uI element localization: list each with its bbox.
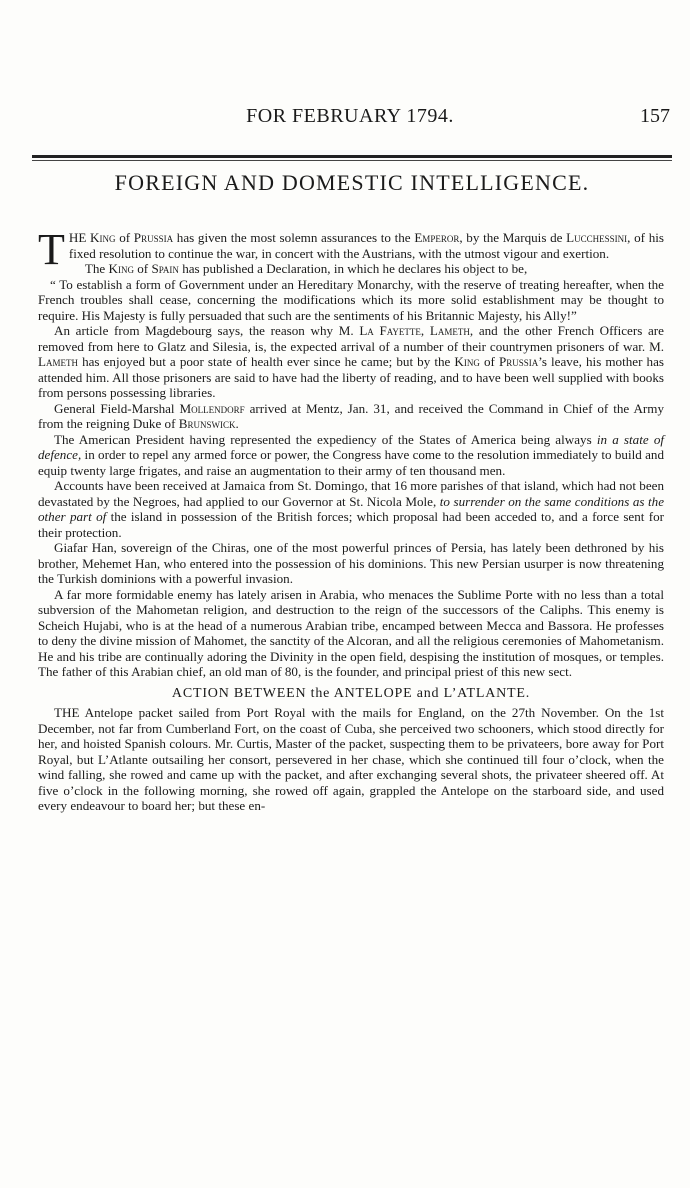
drop-cap: T	[38, 225, 65, 274]
paragraph-jamaica	[38, 478, 664, 540]
text: has given the most solemn assurances to the	[173, 230, 415, 245]
paragraph-arabia: A far more formidable enemy has lately arisen in Arabia, who menaces the Sublime Porte with no less than a total subversion of the Mahometan religion, and destruction to the reign of the successors of the Caliphs. This enemy is Scheich Hujabi, who is at the head of a numerous Arabian tribe, encamped between Mecca and Bassora. He professes to deny the divine mission of Mahomet, the sanctity of the Alcoran, and all the religious ceremonies of Mahometanism. He and his tribe are continually adoring the Divinity in the open field, despising the institution of mosques, or temples. The father of this Arabian chief, an old man of 80, is the founder, and principal priest of this new sect.	[38, 586, 664, 679]
text: the island in possession of the British forces; which proposal had been acceded to, and a force sent for their protection.	[38, 509, 664, 540]
text: Lameth,	[429, 323, 474, 338]
article-body	[38, 225, 665, 814]
text: in a state of defence,	[38, 431, 664, 462]
text: Prussia	[133, 230, 174, 245]
paragraph-quote: “ To establish a form of Government under an Hereditary Monarchy, with the reserve of treating hereafter, when the French troubles shall cease, concerning the modifications which its more solid establishment may be thought to require. His Majesty is fully persuaded that such are the sentiments of his Britannic Majesty, his Ally!”	[38, 276, 664, 323]
text: of his fixed resolution to continue the war, in concert with the Austrians, with the utmost vigour and exertion.	[68, 230, 665, 261]
text: of	[133, 261, 152, 276]
text: The	[84, 261, 109, 276]
text: has published a Declaration, in which he declares his object to be,	[178, 261, 528, 276]
paragraph-magdebourg	[38, 323, 664, 401]
text: HE	[68, 230, 91, 245]
header-rule-thin	[32, 160, 672, 161]
subheading: ACTION BETWEEN the ANTELOPE and L’ATLANTE.	[171, 685, 531, 701]
paragraph-antelope: THE Antelope packet sailed from Port Royal with the mails for England, on the 27th November. On the 1st December, not far from Cumberland Fort, on the coast of Cuba, she perceived two schooners, which stood directly for her, and hoisted Spanish colours. Mr. Curtis, Master of the packet, suspecting them to be privateers, bore away for Port Royal, but L’Atlante outsailing her consort, persevered in her chase, which she continued till four o’clock, when the wind falling, she rowed and came up with the packet, and after exchanging several shots, the privateer sheered off. At five o’clock in the following morning, she rowed off again, grappled the Antelope on the starboard side, and used every endeavour to board her; but these en-	[38, 705, 664, 813]
text: King	[108, 261, 134, 276]
text: of	[115, 230, 134, 245]
page-number: 157	[640, 105, 670, 127]
text: Lameth	[38, 354, 78, 369]
running-head-title: FOR FEBRUARY 1794.	[246, 105, 454, 127]
text: King	[454, 354, 480, 369]
text: King	[90, 230, 116, 245]
text: General Field-Marshal	[54, 400, 180, 416]
paragraph-spain	[38, 261, 664, 277]
text: Accounts have been received at Jamaica from St. Domingo, that 16 more parishes of that island, which had not been devastated by the Negroes, had applied to our Governor at St. Nicola Mole,	[38, 478, 664, 509]
text: in order to repel any armed force or power, the Congress have come to the resolution immediately to build and equip twenty large frigates, and raise an augmentation to their army of ten thousand men.	[38, 447, 664, 478]
text: ’s leave, his mother has attended him. All those prisoners are said to have had the liberty of reading, and to have been well supplied with books from persons possessing libraries.	[38, 354, 664, 400]
paragraph-america	[38, 432, 664, 479]
section-title: FOREIGN AND DOMESTIC INTELLIGENCE.	[114, 170, 590, 195]
text: arrived at Mentz, Jan. 31, and received the Command in Chief of the Army from the reigning Duke of	[38, 400, 664, 431]
text: Brunswick.	[178, 416, 239, 431]
text: Prussia	[498, 354, 539, 369]
header-rule-thick	[32, 155, 672, 158]
running-head	[30, 105, 670, 131]
text: Mollendorf	[179, 400, 245, 416]
text: of	[479, 354, 499, 369]
text: The American President having represented the expediency of the States of America being always	[54, 431, 597, 447]
text: by the Marquis de	[462, 230, 567, 245]
text: has enjoyed but a poor state of health ever since he came; but by the	[78, 354, 455, 369]
text: and the other French Officers are removed from here to Glatz and Silesia, is, the expected arrival of a number of their countrymen prisoners of war. M.	[38, 323, 664, 354]
text: Emperor,	[414, 230, 463, 245]
paragraph-persia: Giafar Han, sovereign of the Chiras, one of the most powerful princes of Persia, has lately been dethroned by his brother, Mehemet Han, who entered into the possession of his dominions. This new Persian usurper is now threatening the Turkish dominions with a powerful invasion.	[38, 540, 664, 586]
text: La Fayette,	[359, 323, 425, 338]
text: to surrender on the same conditions as the other part of	[38, 493, 665, 524]
text: Spain	[151, 261, 179, 276]
paragraph-mollendorf	[38, 401, 664, 432]
text: Lucchessini,	[566, 230, 631, 245]
text: An article from Magdebourg says, the reason why M.	[54, 323, 360, 338]
